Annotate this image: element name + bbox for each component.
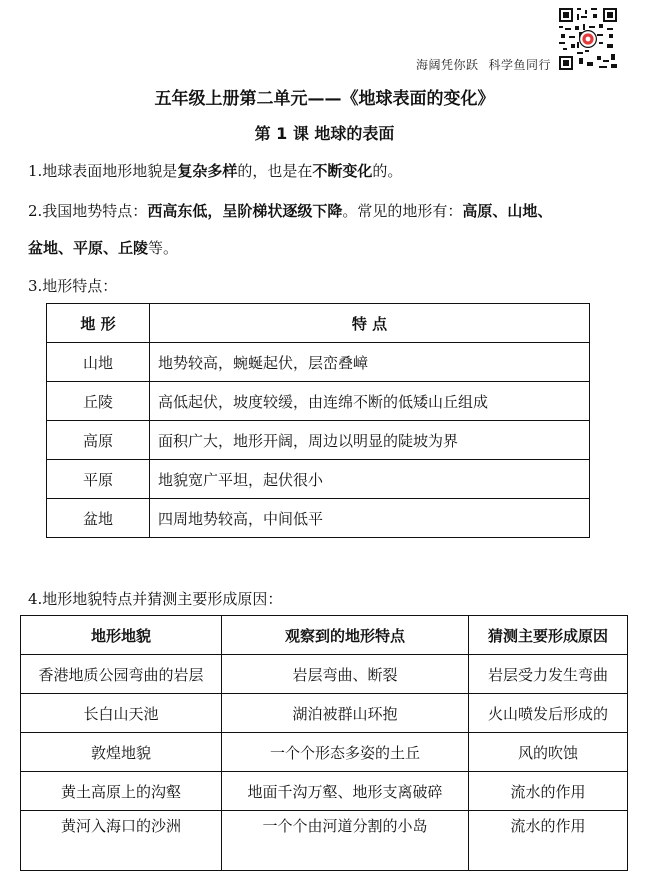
table-cell: 一个个由河道分割的小岛: [222, 811, 469, 871]
point-2-line-2: [28, 237, 178, 258]
table-cell: 流水的作用: [469, 772, 628, 811]
table-row: [47, 460, 590, 499]
slogan-left: 海阔凭你跃: [415, 58, 479, 72]
table-cell: 盆地: [47, 499, 150, 538]
table-row: [21, 772, 628, 811]
table-cell: 地势较高，蜿蜒起伏，层峦叠嶂: [150, 343, 590, 382]
header-slogan: [416, 56, 551, 73]
table-cell: 高原: [47, 421, 150, 460]
table-cell: 一个个形态多姿的土丘: [222, 733, 469, 772]
table-cell: 山地: [47, 343, 150, 382]
point-4: 4.地形地貌特点并猜测主要形成原因：: [28, 590, 283, 608]
table-cell: 岩层受力发生弯曲: [469, 655, 628, 694]
page-title: 五年级上册第二单元——《地球表面的变化》: [154, 89, 495, 109]
table-cell: 四周地势较高，中间低平: [150, 499, 590, 538]
table-cell: 风的吹蚀: [469, 733, 628, 772]
point-1-bold-2: 不断变化: [312, 162, 373, 180]
table-header: 猜测主要形成原因: [469, 616, 628, 655]
table-cell: 地貌宽广平坦，起伏很小: [150, 460, 590, 499]
table-row: [47, 343, 590, 382]
landform-causes-table: [20, 615, 628, 871]
table-cell: 香港地质公园弯曲的岩层: [21, 655, 222, 694]
point-1-prefix: 1.地球表面地形地貌是: [28, 162, 178, 180]
table-row: [21, 733, 628, 772]
terrain-features-table: [46, 303, 590, 538]
point-2-prefix: 2.我国地势特点：: [28, 202, 148, 220]
point-2-bold-2: 高原、山地、: [462, 202, 553, 220]
table-cell: 黄河入海口的沙洲: [21, 811, 222, 871]
table-row: [47, 382, 590, 421]
table-cell: 长白山天池: [21, 694, 222, 733]
table-cell: 地面千沟万壑、地形支离破碎: [222, 772, 469, 811]
point-2-suffix: 等。: [148, 239, 179, 257]
slogan-right: 科学鱼同行: [488, 58, 551, 72]
qr-code-icon: [559, 8, 617, 70]
point-2-line-1: [28, 200, 552, 221]
point-1-suffix: 的。: [372, 162, 403, 180]
point-2-bold-3: 盆地、平原、丘陵: [28, 239, 149, 257]
table-row: [47, 421, 590, 460]
table-cell: 高低起伏，坡度较缓，由连绵不断的低矮山丘组成: [150, 382, 590, 421]
table-cell: 面积广大，地形开阔，周边以明显的陡坡为界: [150, 421, 590, 460]
table-cell: 湖泊被群山环抱: [222, 694, 469, 733]
table-row: [21, 694, 628, 733]
point-2-bold-1: 西高东低，呈阶梯状逐级下降: [147, 202, 343, 220]
table-cell: 岩层弯曲、断裂: [222, 655, 469, 694]
point-2-mid: 。常见的地形有：: [342, 202, 463, 220]
table-row: [47, 499, 590, 538]
table-cell: 丘陵: [47, 382, 150, 421]
table-row: [21, 655, 628, 694]
table-header: 观察到的地形特点: [222, 616, 469, 655]
table-row: [21, 811, 628, 871]
table-header-row: [47, 304, 590, 343]
lesson-title: 第 1 课 地球的表面: [254, 124, 395, 143]
point-3: 3.地形特点：: [28, 277, 118, 295]
table-cell: 火山喷发后形成的: [469, 694, 628, 733]
table-cell: 流水的作用: [469, 811, 628, 871]
table-header-row: [21, 616, 628, 655]
table-header: 地 形: [47, 304, 150, 343]
point-1-bold-1: 复杂多样: [177, 162, 238, 180]
table-header: 地形地貌: [21, 616, 222, 655]
table-cell: 黄土高原上的沟壑: [21, 772, 222, 811]
table-cell: 敦煌地貌: [21, 733, 222, 772]
table-header: 特 点: [150, 304, 590, 343]
point-1: [28, 160, 402, 181]
point-1-mid: 的，也是在: [237, 162, 313, 180]
table-cell: 平原: [47, 460, 150, 499]
